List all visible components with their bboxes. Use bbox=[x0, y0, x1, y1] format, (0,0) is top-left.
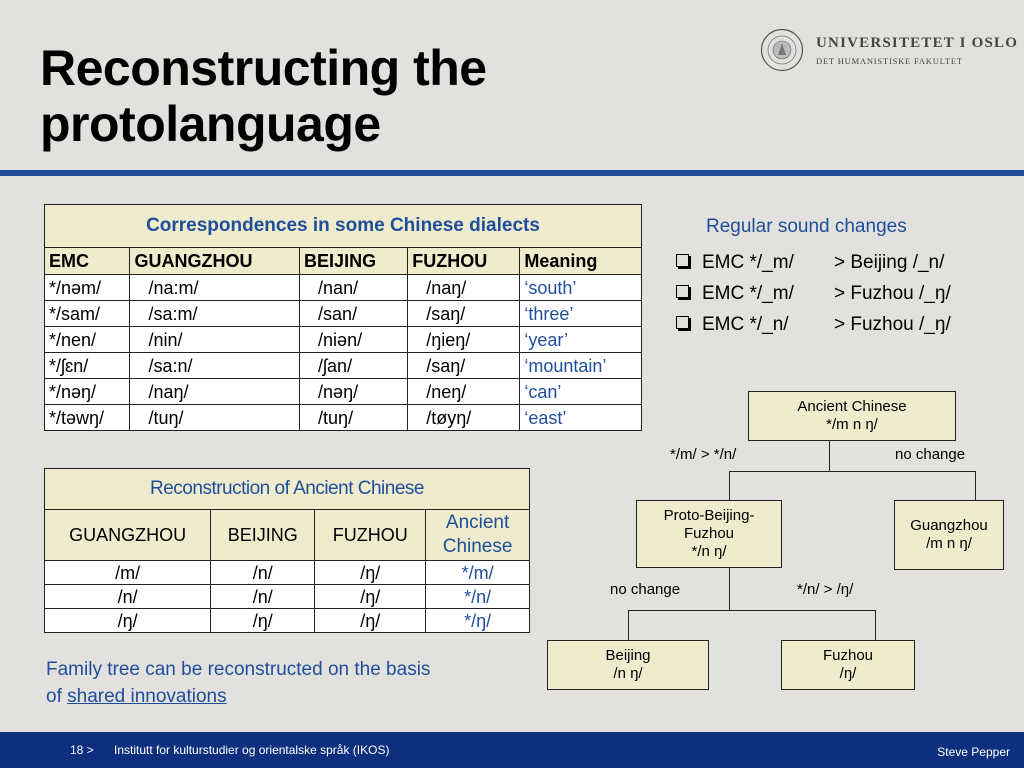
column-header: BEIJING bbox=[300, 248, 408, 275]
table-cell: /m/ bbox=[45, 561, 211, 585]
table-cell: */nen/ bbox=[45, 327, 130, 353]
node-label: /n ŋ/ bbox=[613, 665, 643, 682]
table-cell: */ʃɛn/ bbox=[45, 353, 130, 379]
node-label: Beijing bbox=[605, 647, 651, 664]
table-cell: /nəŋ/ bbox=[300, 379, 408, 405]
table-row bbox=[45, 275, 642, 301]
correspondences-table bbox=[44, 204, 642, 431]
table-cell: /ŋieŋ/ bbox=[408, 327, 520, 353]
reconstructed-cell: */m/ bbox=[426, 561, 530, 585]
table-cell: /n/ bbox=[45, 585, 211, 609]
shared-innovations-link[interactable]: shared innovations bbox=[67, 686, 227, 707]
university-seal-icon bbox=[760, 28, 804, 72]
tree-line bbox=[628, 610, 629, 640]
tree-line bbox=[729, 568, 730, 610]
column-header: FUZHOU bbox=[315, 510, 426, 561]
tree-node-ancient-chinese bbox=[748, 391, 956, 441]
rule-target: > Beijing /_n/ bbox=[834, 252, 945, 273]
footnote-prefix: of bbox=[46, 686, 68, 707]
node-label: */m n ŋ/ bbox=[826, 416, 878, 433]
slide-title-line1: Reconstructing the bbox=[40, 40, 487, 96]
table-caption: Reconstruction of Ancient Chinese bbox=[45, 469, 530, 510]
table-cell: /neŋ/ bbox=[408, 379, 520, 405]
rule-source: EMC */_n/ bbox=[702, 314, 789, 335]
node-label: /m n ŋ/ bbox=[926, 535, 972, 552]
tree-node-proto-beijing-fuzhou bbox=[636, 500, 782, 568]
checkbox-bullet-icon bbox=[676, 316, 689, 329]
table-cell: /nin/ bbox=[130, 327, 300, 353]
table-cell: /tuŋ/ bbox=[300, 405, 408, 431]
table-cell: */nəm/ bbox=[45, 275, 130, 301]
logo-faculty-name: DET HUMANISTISKE FAKULTET bbox=[816, 56, 963, 66]
tree-edge-label: */m/ > */n/ bbox=[670, 446, 737, 463]
tree-node-beijing bbox=[547, 640, 709, 690]
tree-line bbox=[875, 610, 876, 640]
rule-source: EMC */_m/ bbox=[702, 283, 794, 304]
table-cell: /ŋ/ bbox=[315, 561, 426, 585]
table-cell: /ŋ/ bbox=[211, 609, 315, 633]
node-label: Proto-Beijing- bbox=[663, 507, 755, 524]
tree-edge-label: */n/ > /ŋ/ bbox=[797, 581, 854, 598]
meaning-cell: ‘three’ bbox=[520, 301, 642, 327]
column-header: FUZHOU bbox=[408, 248, 520, 275]
column-header: BEIJING bbox=[211, 510, 315, 561]
footnote-line2 bbox=[46, 683, 430, 710]
column-header: GUANGZHOU bbox=[45, 510, 211, 561]
node-label: Fuzhou bbox=[822, 647, 874, 664]
sound-changes-title: Regular sound changes bbox=[706, 216, 907, 237]
list-item bbox=[676, 252, 951, 283]
table-row bbox=[45, 301, 642, 327]
meaning-cell: ‘south’ bbox=[520, 275, 642, 301]
tree-edge-label: no change bbox=[610, 581, 681, 598]
tree-node-guangzhou bbox=[894, 500, 1004, 570]
node-label: Guangzhou bbox=[910, 517, 988, 534]
table-cell: /n/ bbox=[211, 561, 315, 585]
sound-changes-list bbox=[676, 252, 951, 345]
reconstructed-cell: */ŋ/ bbox=[426, 609, 530, 633]
meaning-cell: ‘east’ bbox=[520, 405, 642, 431]
table-cell: /sa:n/ bbox=[130, 353, 300, 379]
tree-line bbox=[975, 471, 976, 500]
reconstructed-cell: */n/ bbox=[426, 585, 530, 609]
table-row bbox=[45, 379, 642, 405]
footnote-line1: Family tree can be reconstructed on the basis bbox=[46, 659, 431, 680]
table-cell: /ŋ/ bbox=[315, 609, 426, 633]
table-row bbox=[45, 609, 530, 633]
column-header: EMC bbox=[45, 248, 130, 275]
rule-target: > Fuzhou /_ŋ/ bbox=[834, 283, 951, 304]
university-logo bbox=[760, 24, 1019, 80]
column-header-line: Chinese bbox=[442, 536, 513, 557]
table-cell: */nəŋ/ bbox=[45, 379, 130, 405]
table-cell: /na:m/ bbox=[130, 275, 300, 301]
table-cell: /niən/ bbox=[300, 327, 408, 353]
table-cell: /san/ bbox=[300, 301, 408, 327]
tree-edge-label: no change bbox=[895, 446, 966, 463]
checkbox-bullet-icon bbox=[676, 285, 689, 298]
list-item bbox=[676, 283, 951, 314]
table-cell: /sa:m/ bbox=[130, 301, 300, 327]
table-cell: /tuŋ/ bbox=[130, 405, 300, 431]
title-divider bbox=[0, 170, 1024, 176]
node-label: Fuzhou bbox=[683, 525, 735, 542]
table-cell: /tøyŋ/ bbox=[408, 405, 520, 431]
table-cell: /naŋ/ bbox=[130, 379, 300, 405]
table-cell: */sam/ bbox=[45, 301, 130, 327]
rule-target: > Fuzhou /_ŋ/ bbox=[834, 314, 951, 335]
logo-university-name: UNIVERSITETET I OSLO bbox=[816, 35, 1019, 51]
table-row bbox=[45, 561, 530, 585]
table-row bbox=[45, 405, 642, 431]
column-header: Meaning bbox=[520, 248, 642, 275]
table-cell: /nan/ bbox=[300, 275, 408, 301]
institute-name: Institutt for kulturstudier og orientalske språk (IKOS) bbox=[114, 743, 390, 757]
node-label: */n ŋ/ bbox=[691, 543, 727, 560]
column-header: GUANGZHOU bbox=[130, 248, 300, 275]
author-name: Steve Pepper bbox=[937, 745, 1010, 759]
meaning-cell: ‘can’ bbox=[520, 379, 642, 405]
table-row bbox=[45, 353, 642, 379]
tree-line bbox=[829, 441, 830, 471]
footnote bbox=[46, 656, 430, 710]
table-row bbox=[45, 585, 530, 609]
tree-line bbox=[628, 610, 876, 611]
column-header-ancient-chinese bbox=[426, 510, 530, 561]
table-cell: /ŋ/ bbox=[45, 609, 211, 633]
table-cell: */təwŋ/ bbox=[45, 405, 130, 431]
checkbox-bullet-icon bbox=[676, 254, 689, 267]
table-header-row bbox=[45, 248, 642, 275]
rule-source: EMC */_m/ bbox=[702, 252, 794, 273]
table-cell: /saŋ/ bbox=[408, 301, 520, 327]
tree-line bbox=[729, 471, 730, 500]
table-row bbox=[45, 327, 642, 353]
table-header-row bbox=[45, 510, 530, 561]
node-label: Ancient Chinese bbox=[797, 398, 907, 415]
table-cell: /naŋ/ bbox=[408, 275, 520, 301]
table-cell: /ʃan/ bbox=[300, 353, 408, 379]
table-cell: /n/ bbox=[211, 585, 315, 609]
meaning-cell: ‘year’ bbox=[520, 327, 642, 353]
column-header-line: Ancient bbox=[445, 512, 510, 533]
list-item bbox=[676, 314, 951, 345]
slide-title bbox=[40, 40, 487, 152]
node-label: /ŋ/ bbox=[839, 665, 857, 682]
footer-bar bbox=[0, 732, 1024, 768]
meaning-cell: ‘mountain’ bbox=[520, 353, 642, 379]
reconstruction-table bbox=[44, 468, 530, 633]
table-cell: /ŋ/ bbox=[315, 585, 426, 609]
page-number: 18 > bbox=[70, 743, 94, 757]
tree-node-fuzhou bbox=[781, 640, 915, 690]
table-caption: Correspondences in some Chinese dialects bbox=[45, 205, 642, 248]
slide-title-line2: protolanguage bbox=[40, 96, 381, 152]
tree-line bbox=[729, 471, 975, 472]
table-cell: /saŋ/ bbox=[408, 353, 520, 379]
